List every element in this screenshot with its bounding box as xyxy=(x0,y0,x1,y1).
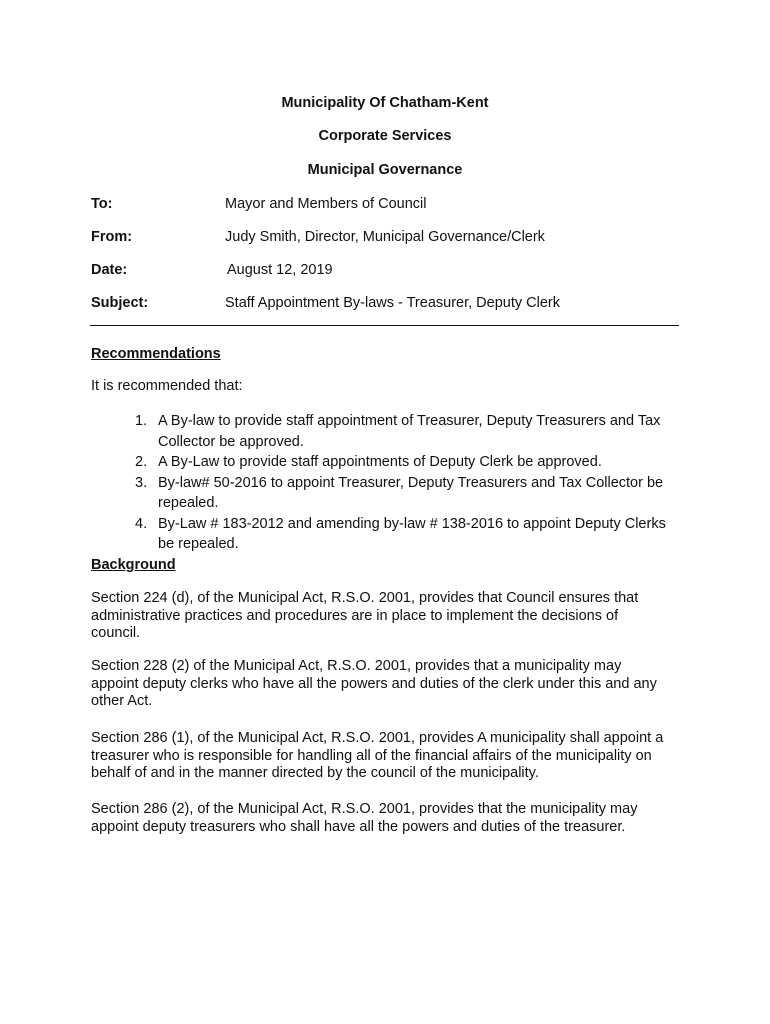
recommendation-item xyxy=(135,411,675,452)
recommendation-text: By-law# 50-2016 to appoint Treasurer, Deputy Treasurers and Tax Collector be repealed. xyxy=(158,474,664,511)
to-value: Mayor and Members of Council xyxy=(225,196,427,212)
recommendation-text: A By-law to provide staff appointment of Treasurer, Deputy Treasurers and Tax Collector be approved. xyxy=(158,413,661,450)
subject-label: Subject: xyxy=(91,295,149,311)
recommendation-number: 3. xyxy=(135,474,148,491)
recommendation-number: 2. xyxy=(135,454,148,470)
recommendation-text: A By-Law to provide staff appointments of Deputy Clerk be approved. xyxy=(158,454,602,470)
subject-value: Staff Appointment By-laws - Treasurer, Deputy Clerk xyxy=(225,295,560,311)
recommendation-item xyxy=(135,452,675,473)
organization-title: Municipality Of Chatham-Kent xyxy=(281,95,489,111)
recommendation-number: 4. xyxy=(135,515,148,532)
recommendation-number: 1. xyxy=(135,413,148,429)
background-heading: Background xyxy=(91,557,176,573)
recommendations-list xyxy=(135,411,675,555)
recommendation-item xyxy=(135,473,675,514)
date-value: August 12, 2019 xyxy=(227,262,333,278)
division-title: Municipal Governance xyxy=(307,162,463,178)
from-value: Judy Smith, Director, Municipal Governance/Clerk xyxy=(225,229,545,245)
background-paragraph: Section 286 (1), of the Municipal Act, R.S.O. 2001, provides A municipality shall appoint a treasurer who is responsible for handling all of the financial affairs of the municipality on behalf of and in the manner directed by the council of the municipality. xyxy=(91,730,664,781)
recommendation-text: By-Law # 183-2012 and amending by-law # 138-2016 to appoint Deputy Clerks be repealed. xyxy=(158,515,666,552)
from-label: From: xyxy=(91,229,133,245)
background-paragraph: Section 224 (d), of the Municipal Act, R.S.O. 2001, provides that Council ensures that administrative practices and procedures are in place to implement the decisions of council. xyxy=(91,590,639,641)
recommendation-item xyxy=(135,514,675,555)
department-title: Corporate Services xyxy=(318,128,452,144)
to-label: To: xyxy=(91,196,113,212)
header-divider xyxy=(90,325,679,326)
recommendations-heading: Recommendations xyxy=(91,346,221,362)
background-paragraph: Section 228 (2) of the Municipal Act, R.S.O. 2001, provides that a municipality may appoint deputy clerks who have all the powers and duties of the clerk under this and any other Act. xyxy=(91,658,657,709)
background-paragraph: Section 286 (2), of the Municipal Act, R.S.O. 2001, provides that the municipality may appoint deputy treasurers who shall have all the powers and duties of the treasurer. xyxy=(91,801,638,835)
date-label: Date: xyxy=(91,262,128,278)
recommendations-intro: It is recommended that: xyxy=(91,378,243,394)
